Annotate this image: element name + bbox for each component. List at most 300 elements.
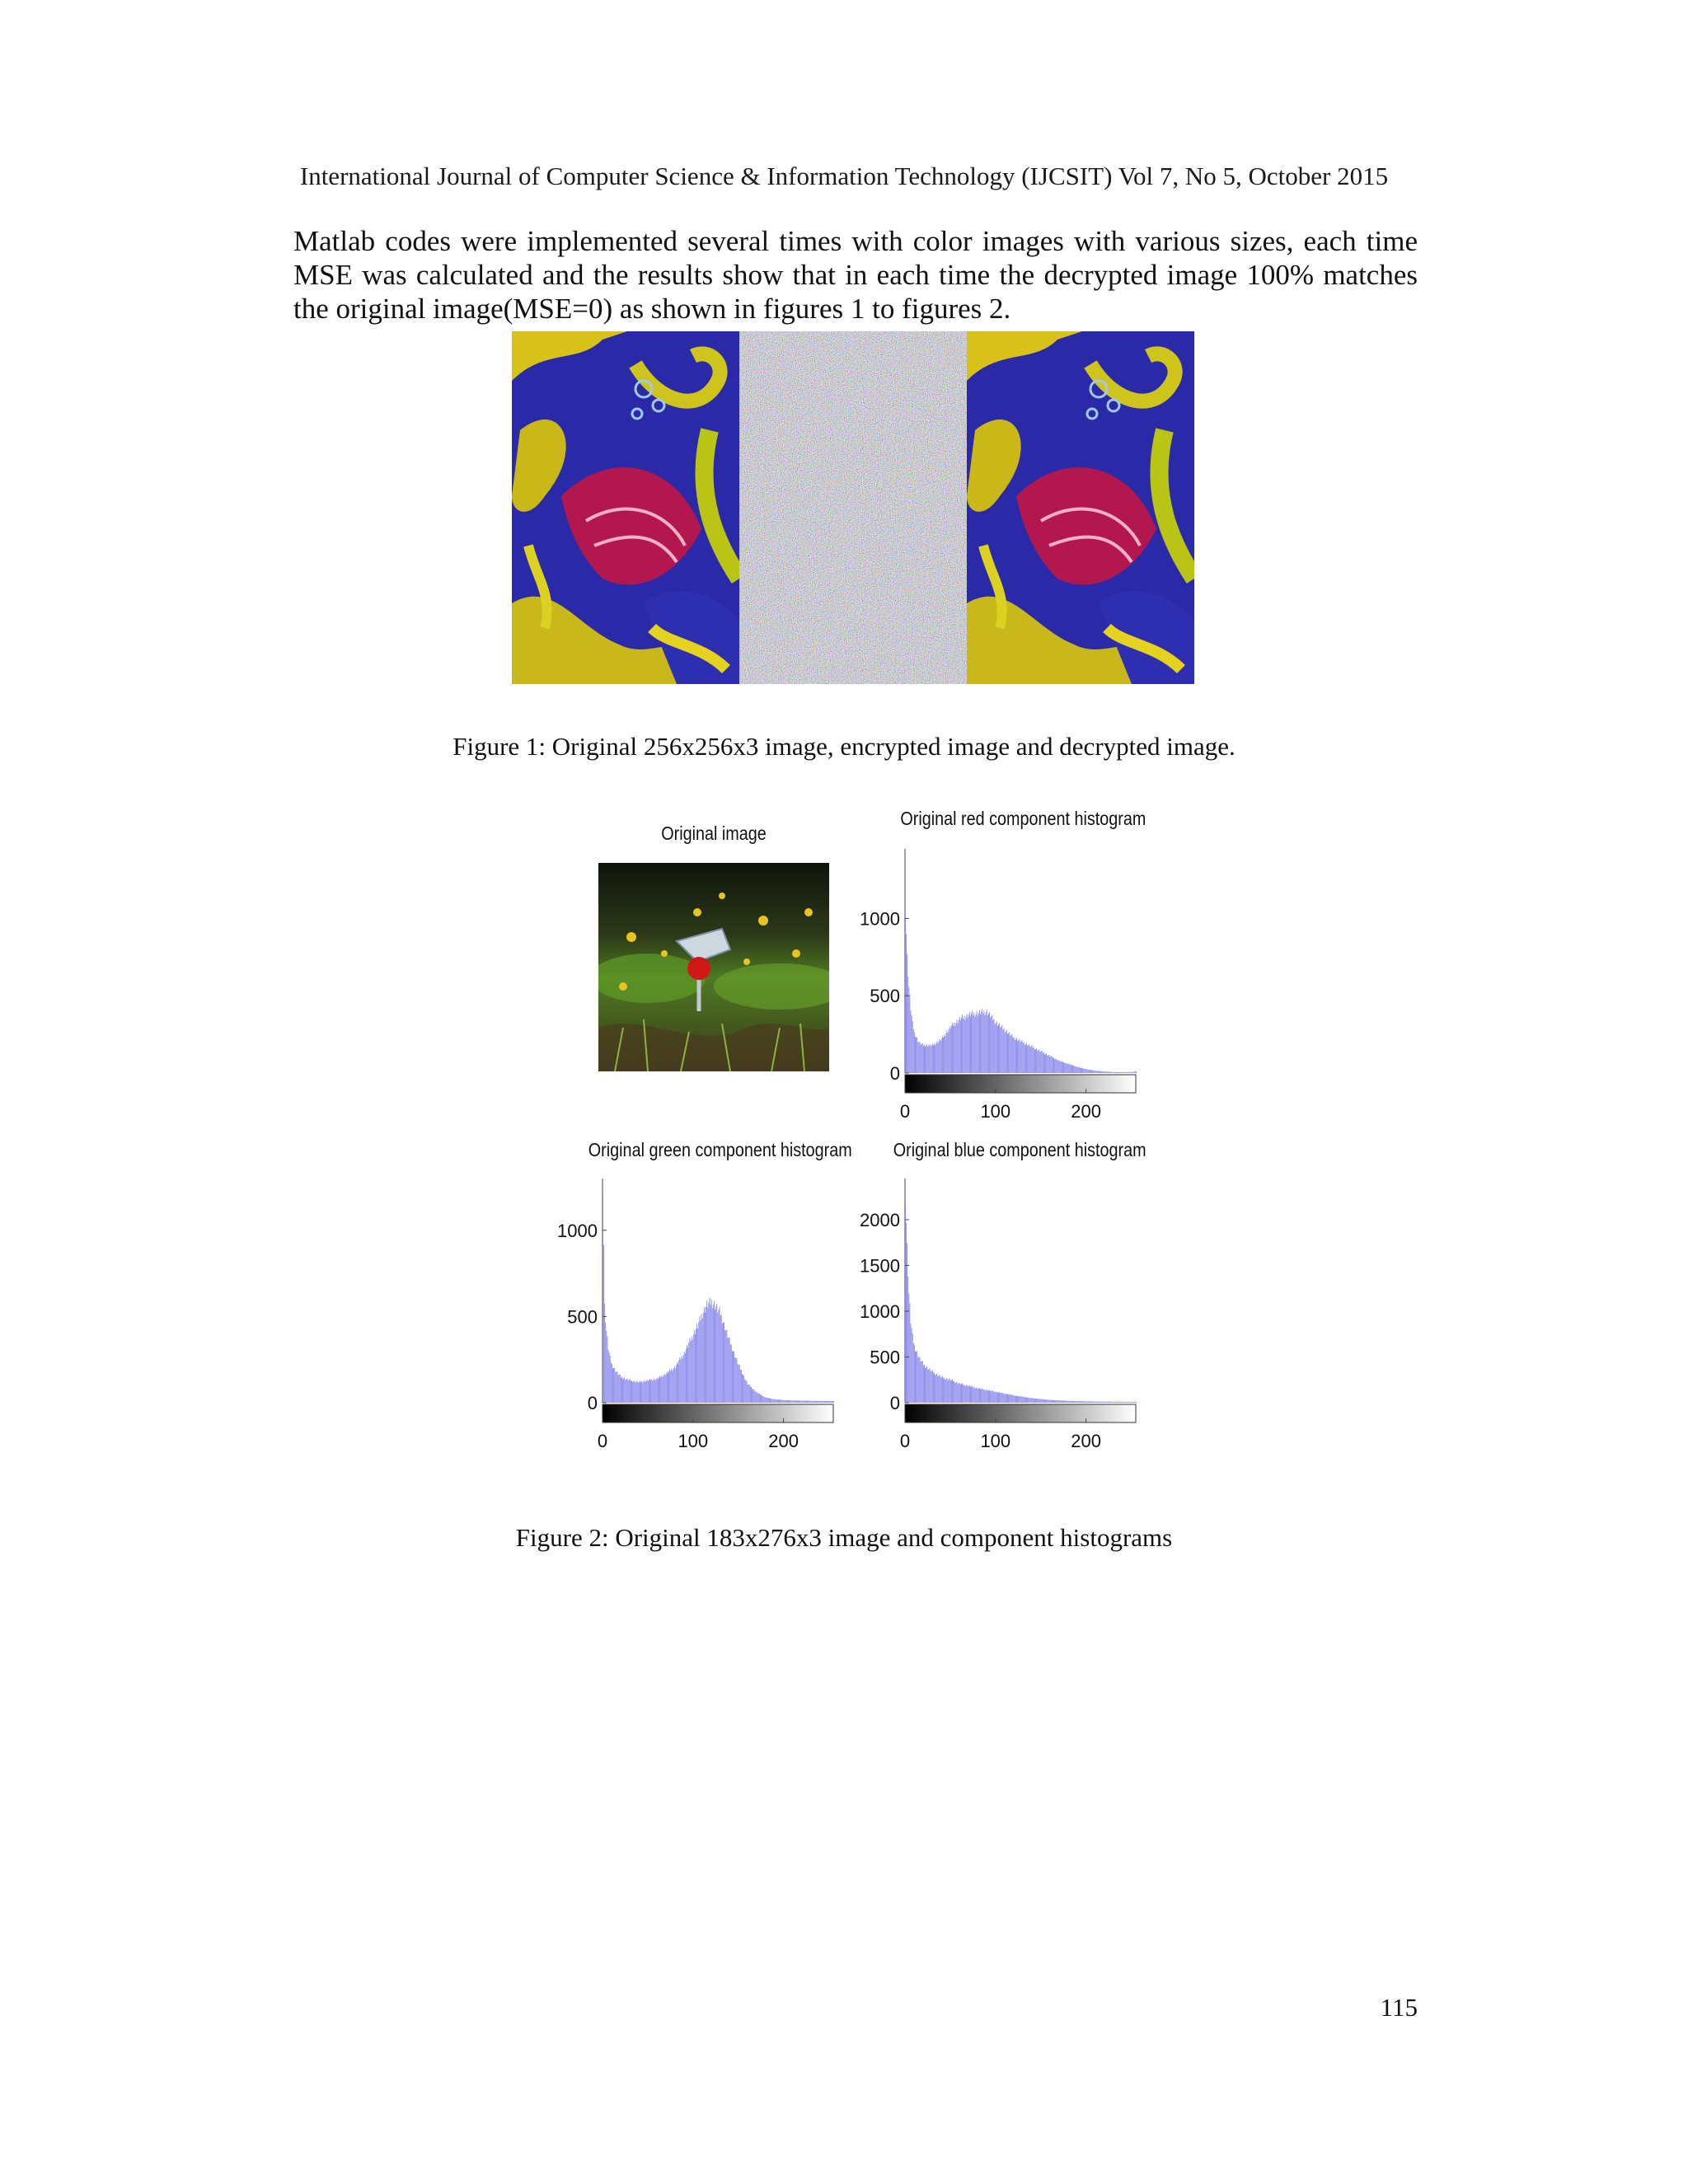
histogram-bar [1117,1072,1118,1073]
histogram-bar [824,1401,825,1403]
histogram-bar [913,1029,914,1073]
histogram-bar [831,1401,832,1403]
histogram-bar [699,1316,700,1403]
histogram-bar [1052,1400,1053,1403]
histogram-bar [1050,1057,1051,1073]
red-histogram-chart [849,841,1162,1121]
histogram-bar [1033,1399,1034,1403]
histogram-bar [678,1361,679,1403]
histogram-bar [907,1277,908,1403]
histogram-bar [823,1401,824,1403]
histogram-bar [980,1390,981,1403]
histogram-bar [701,1314,702,1403]
blue-histogram-title: Original blue component histogram [893,1139,1146,1160]
histogram-bar [1022,1396,1023,1403]
histogram-bar [748,1385,749,1403]
histogram-bar [802,1401,803,1403]
histogram-bar [632,1382,633,1403]
histogram-bar [961,1384,962,1403]
histogram-bar [954,1026,955,1073]
histogram-bar [654,1379,655,1403]
histogram-bar [959,1017,960,1073]
x-tick-label: 0 [899,1101,911,1121]
histogram-bar [1033,1048,1034,1073]
y-tick-label: 1500 [860,1255,900,1277]
histogram-bar [976,1014,977,1073]
histogram-bar [920,1042,921,1073]
histogram-bar [1074,1401,1075,1403]
histogram-bar [1080,1068,1081,1073]
histogram-bar [1118,1402,1119,1403]
histogram-bar [1003,1029,1004,1073]
histogram-bar [1107,1402,1108,1403]
histogram-bar [996,1392,997,1403]
histogram-bar [953,1026,954,1073]
histogram-bar [694,1330,695,1403]
histogram-bar [1133,1071,1134,1073]
red-histogram-plot [860,849,1137,1121]
histogram-bar [788,1400,789,1403]
histogram-bar [1031,1398,1032,1403]
histogram-bar [1007,1394,1008,1403]
histogram-bar [1038,1050,1039,1073]
histogram-bar [1110,1402,1111,1403]
histogram-bar [1106,1071,1107,1073]
histogram-bar [906,934,907,1073]
histogram-bar [1035,1399,1036,1403]
histogram-bar [683,1355,684,1403]
histogram-bar [1049,1055,1050,1073]
histogram-bar [1085,1069,1086,1073]
histogram-bar [1105,1071,1106,1073]
histogram-bar [751,1387,752,1403]
histogram-bar [1121,1072,1122,1073]
histogram-bar [695,1333,696,1403]
histogram-bar [948,1380,949,1403]
histogram-bar [1079,1067,1080,1073]
histogram-bar [1030,1398,1031,1403]
histogram-bar [1109,1402,1110,1403]
histogram-bar [1013,1038,1014,1073]
histogram-bar [821,1401,822,1403]
histogram-bar [791,1400,792,1403]
histogram-bar [967,1014,968,1073]
histogram-bar [1017,1041,1018,1073]
histogram-bar [1105,1402,1106,1403]
histogram-bar [923,1366,924,1403]
histogram-bar [1101,1402,1102,1403]
histogram-bar [1015,1396,1016,1403]
histogram-bar [1051,1057,1052,1073]
y-tick-label: 500 [567,1306,598,1328]
histogram-bar [725,1330,726,1403]
histogram-bar [1086,1401,1087,1403]
histogram-bar [936,1374,937,1403]
histogram-bar [970,1387,971,1403]
histogram-bar [976,1388,977,1403]
green-histogram-plot [557,1179,834,1451]
histogram-bar [1047,1400,1048,1403]
histogram-bar [971,1014,972,1073]
histogram-bar [1124,1402,1125,1403]
original-image-photo [598,863,829,1071]
histogram-bar [712,1308,713,1403]
histogram-bar [634,1380,635,1403]
histogram-bar [1066,1401,1067,1403]
histogram-bar [625,1380,626,1403]
histogram-bar [914,1032,915,1073]
histogram-bar [987,1015,988,1073]
histogram-bar [1012,1034,1013,1073]
histogram-bar [940,1377,941,1403]
histogram-bar [1125,1402,1126,1403]
histogram-bar [982,1014,983,1073]
histogram-bar [1130,1402,1131,1403]
histogram-bar [640,1382,641,1403]
figure-1 [512,331,1194,684]
histogram-bar [676,1366,677,1403]
histogram-bar [1063,1062,1064,1073]
histogram-bar [814,1401,815,1403]
histogram-bar [972,1010,973,1073]
histogram-bar [950,1029,951,1073]
histogram-bar [723,1323,724,1403]
histogram-bar [957,1019,958,1073]
histogram-bar [924,1045,925,1073]
histogram-bar [1016,1038,1017,1073]
histogram-bar [784,1400,785,1403]
histogram-bar [822,1401,823,1403]
histogram-bar [731,1344,732,1403]
histogram-bar [1126,1402,1127,1403]
histogram-bar [1084,1401,1085,1403]
histogram-bar [760,1394,761,1403]
histogram-bar [986,1390,987,1403]
histogram-bar [1091,1070,1092,1073]
histogram-bar [1022,1040,1023,1073]
histogram-bar [997,1026,998,1073]
decrypted-fish-image [967,331,1194,684]
histogram-bar [1083,1401,1084,1403]
histogram-bar [728,1338,729,1403]
histogram-bar [708,1302,709,1403]
histogram-bar [963,1019,964,1073]
histogram-bar [767,1398,768,1403]
histogram-bar [789,1400,790,1403]
histogram-bar [769,1398,770,1403]
histogram-bar [1043,1052,1044,1073]
histogram-bar [981,1012,982,1073]
histogram-bar [1009,1032,1010,1073]
histogram-bar [1115,1402,1116,1403]
histogram-bar [1056,1400,1057,1403]
histogram-bar [954,1383,955,1403]
histogram-bar [646,1380,647,1403]
histogram-bar [918,1043,919,1073]
histogram-bar [637,1381,638,1404]
histogram-bar [1094,1071,1095,1073]
histogram-bar [947,1030,948,1073]
histogram-bar [975,1389,976,1403]
histogram-bar [649,1379,650,1403]
histogram-bar [1041,1052,1042,1073]
histogram-bar [715,1306,716,1403]
histogram-bar [1014,1037,1015,1073]
histogram-bar [1054,1059,1055,1073]
histogram-bar [927,1047,928,1073]
histogram-bar [706,1301,707,1403]
histogram-bar [911,1010,912,1073]
histogram-bar [633,1381,634,1403]
histogram-bar [1123,1402,1124,1403]
histogram-bar [979,1388,980,1403]
histogram-bar [1071,1065,1072,1073]
histogram-bar [684,1352,685,1403]
histogram-bars [905,1205,1137,1403]
original-image-title: Original image [661,823,767,844]
histogram-bar [1023,1397,1024,1403]
histogram-bar [669,1369,670,1403]
histogram-bar [796,1400,797,1403]
histogram-bar [635,1382,636,1403]
histogram-bar [1077,1067,1078,1073]
histogram-bar [916,1037,917,1073]
histogram-bar [1072,1066,1073,1073]
histogram-bar [1023,1043,1024,1073]
histogram-bar [662,1377,663,1403]
histogram-bar [778,1399,779,1403]
histogram-bar [817,1401,818,1403]
histogram-bar [1062,1401,1063,1403]
histogram-bar [1102,1402,1103,1403]
histogram-bar [943,1038,944,1073]
histogram-bar [738,1365,739,1403]
histogram-bar [756,1391,757,1403]
histogram-bar [1085,1401,1086,1403]
histogram-bar [1073,1066,1074,1073]
histogram-bar [1088,1401,1089,1403]
histogram-bar [743,1376,744,1403]
histogram-bar [1099,1402,1100,1403]
histogram-bar [754,1391,755,1403]
histogram-bar [1128,1072,1129,1073]
histogram-bar [670,1371,671,1403]
histogram-bar [1083,1068,1084,1073]
histogram-bar [993,1020,994,1073]
histogram-bar [985,1015,986,1073]
histogram-bar [1058,1061,1059,1073]
histogram-bar [1088,1070,1089,1073]
histogram-bar [991,1390,992,1403]
histogram-bar [1004,1393,1005,1403]
histogram-bar [1003,1394,1004,1403]
histogram-bar [1060,1062,1061,1073]
histogram-bar [969,1385,970,1403]
green-histogram-chart [546,1170,860,1451]
histogram-bar [739,1365,740,1403]
histogram-bar [1037,1399,1038,1403]
histogram-bar [1013,1395,1014,1403]
histogram-bar [960,1385,961,1403]
histogram-bar [905,916,906,1073]
histogram-bar [1070,1065,1071,1073]
journal-header: International Journal of Computer Science & Information Technology (IJCSIT) Vol 7, No 5, October 2015 [299,162,1389,190]
histogram-bar [932,1044,933,1073]
histogram-bar [687,1347,688,1403]
green-histogram-title: Original green component histogram [588,1139,852,1160]
histogram-bar [1076,1401,1077,1403]
histogram-bar [978,1389,979,1403]
histogram-bar [721,1315,722,1403]
x-tick-label: 200 [1071,1101,1101,1121]
histogram-bar [1031,1046,1032,1073]
histogram-bar [908,1294,909,1404]
histogram-bar [786,1400,787,1403]
histogram-bar [949,1380,950,1403]
figure-2-caption: Figure 2: Original 183x276x3 image and component histograms [515,1523,1173,1552]
histogram-bar [806,1401,807,1404]
histogram-bar [765,1397,766,1403]
histogram-bar [1006,1030,1007,1073]
histogram-bar [1063,1400,1064,1403]
histogram-bar [1012,1394,1013,1403]
y-tick-label: 0 [889,1063,900,1084]
histogram-bar [1071,1401,1072,1403]
histogram-bar [772,1399,773,1403]
histogram-bar [962,1015,963,1073]
histogram-bar [1034,1399,1035,1403]
histogram-bar [663,1376,664,1403]
histogram-bar [713,1305,714,1403]
histogram-bar [1001,1025,1002,1073]
histogram-bar [1129,1402,1130,1403]
histogram-bar [1104,1071,1105,1073]
histogram-bar [1103,1071,1104,1073]
histogram-bar [1062,1062,1063,1073]
histogram-bar [741,1370,742,1403]
histogram-bar [1032,1046,1033,1073]
histogram-bar [638,1383,639,1403]
histogram-bar [985,1390,986,1403]
histogram-bar [779,1399,780,1403]
histogram-bar [714,1301,715,1403]
histogram-bar [912,1021,913,1073]
histogram-bar [1099,1071,1100,1073]
histogram-bar [675,1368,676,1403]
histogram-bar [606,1331,607,1403]
page-number: 115 [1380,1993,1418,2022]
histogram-bar [604,1304,605,1403]
histogram-bar [958,1023,959,1073]
histogram-bar [906,1223,907,1403]
histogram-bar [698,1322,699,1403]
histogram-bar [618,1375,619,1403]
histogram-bar [993,1391,994,1403]
histogram-bar [624,1377,625,1403]
histogram-bar [925,1368,926,1403]
histogram-bar [750,1387,751,1403]
histogram-bar [933,1045,934,1073]
histogram-bar [1073,1401,1074,1403]
histogram-bar [827,1401,828,1403]
histogram-bar [1128,1402,1129,1403]
histogram-bar [674,1366,675,1403]
histogram-bar [935,1043,936,1073]
histogram-bar [943,1378,944,1403]
histogram-bar [1090,1401,1091,1403]
y-tick-label: 0 [587,1393,598,1413]
histogram-bar [1081,1068,1082,1073]
histogram-bar [922,1043,923,1073]
histogram-bar [650,1380,651,1403]
histogram-bar [1076,1066,1077,1073]
histogram-bar [1021,1041,1022,1073]
blue-histogram-chart [849,1170,1162,1451]
histogram-bar [1135,1402,1136,1403]
histogram-bar [1028,1045,1029,1073]
histogram-bar [987,1390,988,1403]
histogram-bar [658,1379,659,1403]
histogram-bar [982,1390,983,1403]
histogram-bar [771,1399,772,1403]
histogram-bar [984,1390,985,1403]
histogram-bar [1093,1401,1094,1403]
histogram-bar [642,1383,643,1403]
histogram-bar [1132,1072,1133,1073]
histogram-bar [939,1041,940,1073]
histogram-bar [656,1379,657,1403]
histogram-bar [998,1024,999,1073]
histogram-bar [647,1380,648,1403]
histogram-bar [747,1381,748,1403]
histogram-bar [955,1023,956,1073]
histogram-bar [677,1362,678,1403]
histogram-bar [1004,1029,1005,1073]
histogram-bar [803,1401,804,1403]
histogram-bar [781,1400,782,1403]
histogram-bar [636,1381,637,1403]
histogram-bar [1097,1402,1098,1403]
histogram-bar [1078,1067,1079,1073]
grayscale-colorbar [905,1075,1136,1093]
histogram-bar [1094,1402,1095,1403]
histogram-bar [999,1392,1000,1403]
histogram-bar [990,1391,991,1403]
histogram-bar [1114,1072,1115,1073]
histogram-bar [1007,1034,1008,1073]
histogram-bar [629,1380,630,1403]
histogram-bar [1043,1399,1044,1403]
x-tick-label: 100 [678,1431,709,1451]
histogram-bar [619,1375,620,1403]
histogram-bar [1068,1401,1069,1403]
histogram-bar [1096,1401,1097,1403]
histogram-bar [630,1379,631,1403]
histogram-bar [1069,1401,1070,1403]
histogram-bar [942,1376,943,1403]
y-tick-label: 2000 [860,1209,900,1230]
histogram-bar [705,1313,706,1403]
histogram-bar [1118,1072,1119,1073]
histogram-bar [777,1399,778,1403]
histogram-bar [716,1304,717,1403]
histogram-bar [977,1387,978,1403]
histogram-bar [820,1401,821,1403]
histogram-bar [627,1378,628,1403]
histogram-bar [808,1401,809,1403]
histogram-bar [1000,1393,1001,1403]
histogram-bar [1086,1069,1087,1073]
